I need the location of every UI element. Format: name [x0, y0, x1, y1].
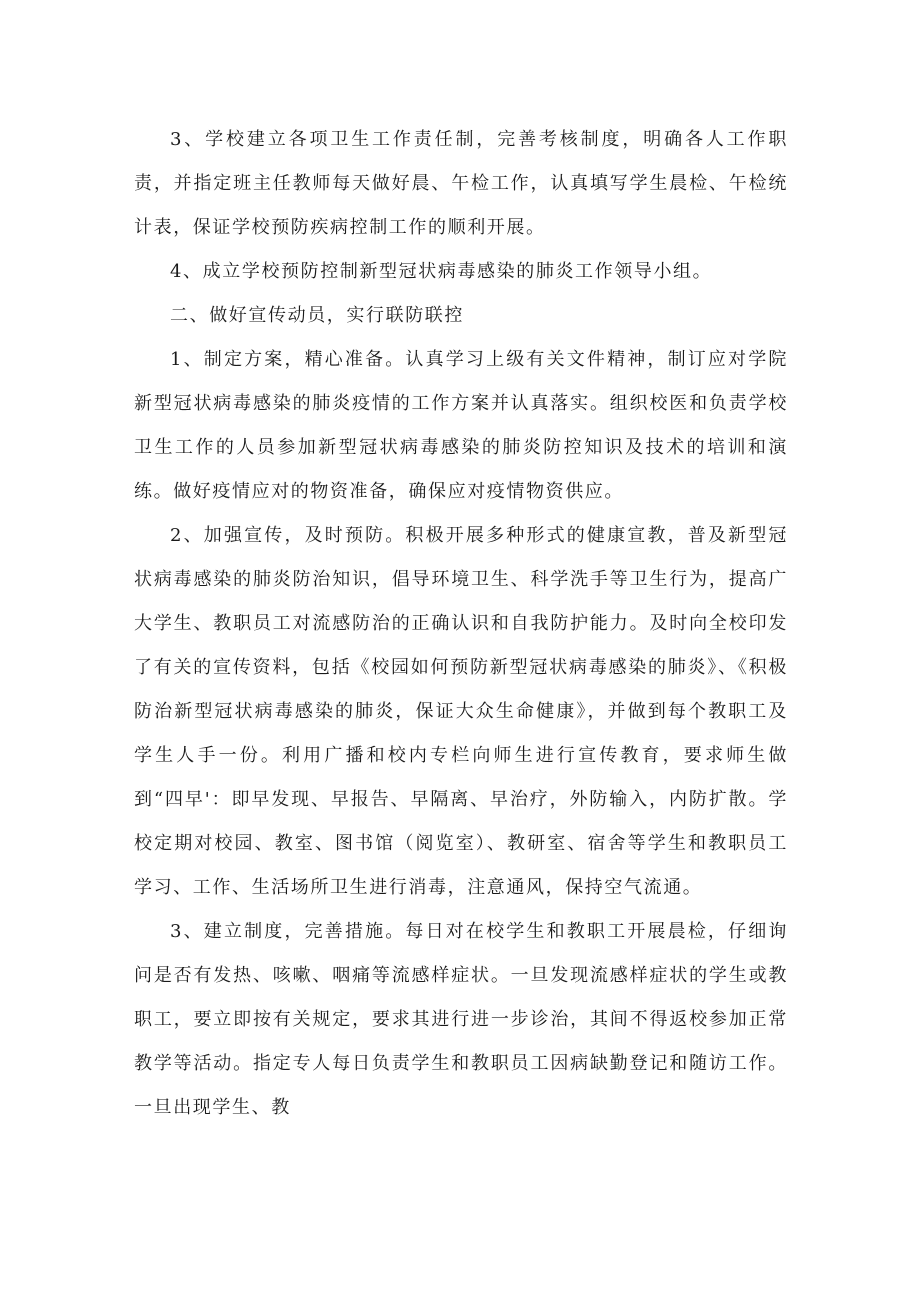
paragraph-system-measures: 3、建立制度，完善措施。每日对在校学生和教职工开展晨检，仔细询问是否有发热、咳嗽、咽痛等流感样症状。一旦发现流感样症状的学生或教职工，要立即按有关规定，要求其进行进一步诊治，其间不得返校参加正常教学等活动。指定专人每日负责学生和教职员工因病缺勤登记和随访工作。一旦出现学生、教 — [134, 921, 788, 1118]
document-body — [134, 118, 788, 1130]
paragraph-plan-preparation: 1、制定方案，精心准备。认真学习上级有关文件精神，制订应对学院新型冠状病毒感染的肺炎疫情的工作方案并认真落实。组织校医和负责学校卫生工作的人员参加新型冠状病毒感染的肺炎防控知识及技术的培训和演练。做好疫情应对的物资准备，确保应对疫情物资供应。 — [134, 349, 788, 502]
section-heading-publicity: 二、做好宣传动员，实行联防联控 — [170, 305, 464, 326]
paragraph-publicity-prevention: 2、加强宣传，及时预防。积极开展多种形式的健康宣教，普及新型冠状病毒感染的肺炎防治知识，倡导环境卫生、科学洗手等卫生行为，提高广大学生、教职员工对流感防治的正确认识和自我防护能力。及时向全校印发了有关的宣传资料，包括《校园如何预防新型冠状病毒感染的肺炎》、《积极防治新型冠状病毒感染的肺炎，保证大众生命健康》，并做到每个教职工及学生人手一份。利用广播和校内专栏向师生进行宣传教育，要求师生做到“四早'：即早发现、早报告、早隔离、早治疗，外防输入，内防扩散。学校定期对校园、教室、图书馆（阅览室）、教研室、宿舍等学生和教职员工学习、工作、生活场所卫生进行消毒，注意通风，保持空气流通。 — [134, 525, 788, 898]
paragraph-leadership-group: 4、成立学校预防控制新型冠状病毒感染的肺炎工作领导小组。 — [170, 261, 713, 282]
paragraph-responsibility-system: 3、学校建立各项卫生工作责任制，完善考核制度，明确各人工作职责，并指定班主任教师每天做好晨、午检工作，认真填写学生晨检、午检统计表，保证学校预防疾病控制工作的顺利开展。 — [134, 129, 788, 238]
